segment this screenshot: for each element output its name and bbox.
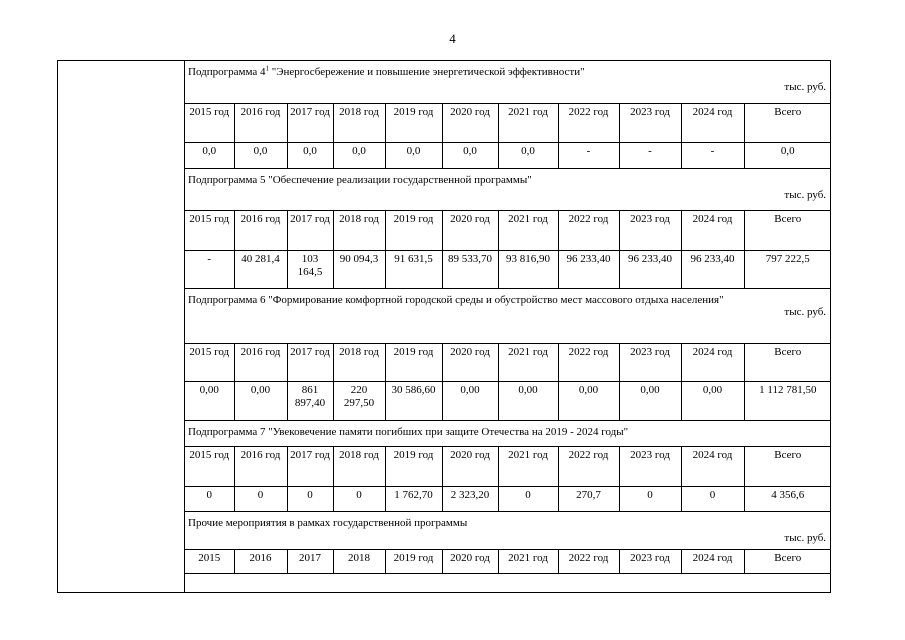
- value-cell: 96 233,40: [619, 250, 681, 288]
- value-cell: -: [619, 142, 681, 168]
- year-header-row: [185, 210, 831, 250]
- year-cell: 2021 год: [498, 446, 558, 486]
- value-cell: 0,0: [234, 142, 287, 168]
- year-cell: Всего: [744, 210, 831, 250]
- value-cell: 0,0: [442, 142, 498, 168]
- year-cell: Всего: [744, 103, 831, 142]
- year-cell: 2019 год: [385, 103, 442, 142]
- year-cell: 2018 год: [333, 446, 385, 486]
- year-cell: 2016 год: [234, 103, 287, 142]
- section-title-row: [185, 168, 831, 210]
- section-title: Подпрограмма $4^1$ "Энергосбережение и повышение энергетической эффективности": [188, 64, 585, 78]
- year-header-row: [185, 549, 831, 573]
- value-cell: 4 356,6: [744, 486, 831, 511]
- year-cell: 2023 год: [619, 103, 681, 142]
- value-cell: 91 631,5: [385, 250, 442, 288]
- left-column: [58, 61, 185, 592]
- year-cell: 2020 год: [442, 549, 498, 573]
- year-cell: 2024 год: [681, 549, 744, 573]
- unit-label: тыс. руб.: [784, 188, 827, 201]
- year-cell: 2024 год: [681, 446, 744, 486]
- unit-label: тыс. руб.: [784, 305, 827, 318]
- value-cell: -: [185, 250, 234, 288]
- section-title-row: [185, 511, 831, 549]
- values-row: [185, 381, 831, 420]
- year-cell: 2022 год: [558, 343, 619, 381]
- page-number: 4: [449, 31, 456, 46]
- year-cell: 2024 год: [681, 343, 744, 381]
- year-header-row: [185, 446, 831, 486]
- value-cell: 0,00: [234, 381, 287, 420]
- value-cell: 0: [619, 486, 681, 511]
- year-cell: 2021 год: [498, 549, 558, 573]
- value-cell: 861 897,40: [287, 381, 333, 420]
- year-cell: 2017 год: [287, 446, 333, 486]
- value-cell: 96 233,40: [558, 250, 619, 288]
- value-cell: 0,0: [385, 142, 442, 168]
- value-cell: 220 297,50: [333, 381, 385, 420]
- year-cell: 2015 год: [185, 446, 234, 486]
- value-cell: 0,0: [185, 142, 234, 168]
- year-header-row: [185, 103, 831, 142]
- year-cell: 2017 год: [287, 343, 333, 381]
- year-cell: 2018 год: [333, 103, 385, 142]
- year-cell: 2020 год: [442, 103, 498, 142]
- year-cell: 2022 год: [558, 103, 619, 142]
- value-cell: 0,0: [744, 142, 831, 168]
- year-cell: 2018 год: [333, 343, 385, 381]
- value-cell: 0: [185, 486, 234, 511]
- value-cell: 0: [498, 486, 558, 511]
- values-row: [185, 142, 831, 168]
- value-cell: 0,00: [185, 381, 234, 420]
- value-cell: 0,00: [442, 381, 498, 420]
- year-cell: 2020 год: [442, 446, 498, 486]
- year-cell: 2022 год: [558, 549, 619, 573]
- section-title: Подпрограмма 5 "Обеспечение реализации государственной программы": [188, 173, 532, 186]
- year-cell: Всего: [744, 343, 831, 381]
- value-cell: 103 164,5: [287, 250, 333, 288]
- value-cell: 96 233,40: [681, 250, 744, 288]
- value-cell: 90 094,3: [333, 250, 385, 288]
- value-cell: 0,00: [498, 381, 558, 420]
- year-cell: 2024 год: [681, 103, 744, 142]
- year-cell: 2016 год: [234, 446, 287, 486]
- year-cell: 2016 год: [234, 210, 287, 250]
- year-cell: 2015 год: [185, 343, 234, 381]
- values-row: [185, 486, 831, 511]
- year-cell: 2021 год: [498, 103, 558, 142]
- value-cell: 797 222,5: [744, 250, 831, 288]
- value-cell: 0,00: [558, 381, 619, 420]
- value-cell: 0: [681, 486, 744, 511]
- value-cell: 1 762,70: [385, 486, 442, 511]
- unit-label: тыс. руб.: [784, 531, 827, 544]
- page-frame: [57, 60, 831, 593]
- year-cell: 2019 год: [385, 549, 442, 573]
- year-cell: 2020 год: [442, 210, 498, 250]
- values-row: [185, 250, 831, 288]
- value-cell: 0: [333, 486, 385, 511]
- year-cell: Всего: [744, 446, 831, 486]
- value-cell: 0,00: [619, 381, 681, 420]
- value-cell: 93 816,90: [498, 250, 558, 288]
- year-cell: 2017: [287, 549, 333, 573]
- year-cell: 2018: [333, 549, 385, 573]
- value-cell: 89 533,70: [442, 250, 498, 288]
- year-cell: 2021 год: [498, 343, 558, 381]
- value-cell: 30 586,60: [385, 381, 442, 420]
- section-title-row: [185, 420, 831, 446]
- value-cell: 0,0: [287, 142, 333, 168]
- year-cell: 2022 год: [558, 446, 619, 486]
- value-cell: 0,0: [333, 142, 385, 168]
- value-cell: -: [558, 142, 619, 168]
- year-cell: 2019 год: [385, 446, 442, 486]
- year-cell: 2021 год: [498, 210, 558, 250]
- unit-label: тыс. руб.: [784, 81, 827, 93]
- year-cell: 2018 год: [333, 210, 385, 250]
- year-cell: 2019 год: [385, 343, 442, 381]
- year-cell: 2023 год: [619, 549, 681, 573]
- value-cell: 0,00: [681, 381, 744, 420]
- year-cell: 2015: [185, 549, 234, 573]
- value-cell: 0: [287, 486, 333, 511]
- year-cell: 2023 год: [619, 210, 681, 250]
- year-cell: 2020 год: [442, 343, 498, 381]
- section-title: Подпрограмма 7 "Увековечение памяти погибших при защите Отечества на 2019 - 2024 годы": [188, 425, 629, 438]
- value-cell: 270,7: [558, 486, 619, 511]
- year-cell: 2015 год: [185, 103, 234, 142]
- section-title: Подпрограмма 6 "Формирование комфортной городской среды и обустройство мест массового отдыха населения": [188, 293, 724, 306]
- value-cell: 2 323,20: [442, 486, 498, 511]
- value-cell: 1 112 781,50: [744, 381, 831, 420]
- year-cell: 2015 год: [185, 210, 234, 250]
- section-title-row: [185, 288, 831, 343]
- year-header-row: [185, 343, 831, 381]
- year-cell: 2019 год: [385, 210, 442, 250]
- value-cell: 40 281,4: [234, 250, 287, 288]
- value-cell: -: [681, 142, 744, 168]
- year-cell: 2023 год: [619, 343, 681, 381]
- year-cell: 2016 год: [234, 343, 287, 381]
- year-cell: 2022 год: [558, 210, 619, 250]
- year-cell: Всего: [744, 549, 831, 573]
- year-cell: 2016: [234, 549, 287, 573]
- value-cell: 0,0: [498, 142, 558, 168]
- year-cell: 2017 год: [287, 210, 333, 250]
- year-cell: 2024 год: [681, 210, 744, 250]
- section-title-row: [185, 61, 831, 103]
- value-cell: 0: [234, 486, 287, 511]
- section-title: Прочие мероприятия в рамках государственной программы: [188, 516, 468, 529]
- year-cell: 2023 год: [619, 446, 681, 486]
- funding-table: [185, 61, 831, 574]
- year-cell: 2017 год: [287, 103, 333, 142]
